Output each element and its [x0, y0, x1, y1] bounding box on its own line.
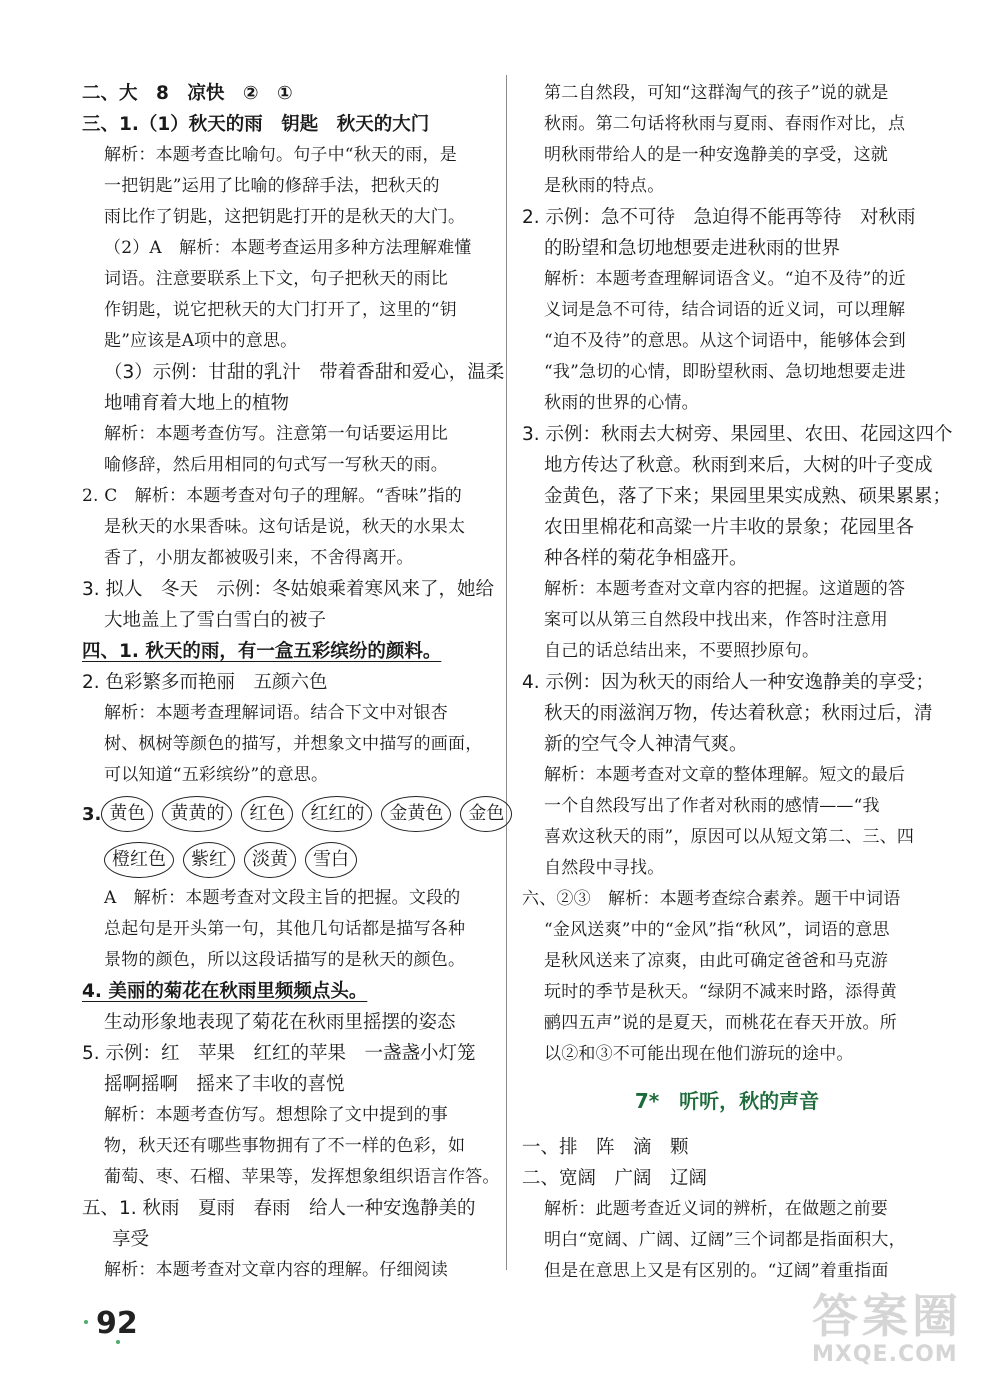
answer-line: 六、②③ 解析：本题考查综合素养。题干中词语	[522, 889, 901, 909]
circled-word: 红红的	[302, 796, 372, 832]
section-title: 7* 听听，秋的声音	[634, 1089, 820, 1113]
analysis-line: 解析：本题考查理解词语含义。“迫不及待”的近	[544, 269, 906, 289]
circled-words-row-1	[82, 791, 505, 837]
analysis-line: 解析：本题考查对文章的整体理解。短文的最后	[544, 765, 906, 785]
analysis-line: 可以知道“五彩缤纷”的意思。	[104, 765, 329, 785]
answer-line: 农田里棉花和高粱一片丰收的景象；花园里各	[544, 517, 915, 538]
analysis-line: 是秋天的水果香味。这句话是说，秋天的水果太	[104, 517, 466, 537]
analysis-line: 作钥匙，说它把秋天的大门打开了，这里的“钥	[104, 300, 457, 320]
analysis-line: 解析：此题考查近义词的辨析，在做题之前要	[544, 1199, 888, 1219]
analysis-line: 解析：本题考查理解词语。结合下文中对银杏	[104, 703, 448, 723]
circled-word: 橙红色	[104, 842, 174, 878]
circled-word: 淡黄	[244, 842, 296, 878]
analysis-line: 香了，小朋友都被吸引来，不舍得离开。	[104, 548, 414, 568]
circled-word: 雪白	[305, 842, 357, 878]
analysis-line: 解析：本题考查仿写。注意第一句话要运用比	[104, 424, 448, 444]
analysis-line: 鹂四五声”说的是夏天，而桃花在春天开放。所	[544, 1013, 897, 1033]
circled-word: 紫红	[183, 842, 235, 878]
analysis-line: 景物的颜色，所以这段话描写的是秋天的颜色。	[104, 950, 466, 970]
watermark-url: MXQE.COM	[812, 1342, 958, 1367]
analysis-line: 葡萄、枣、石榴、苹果等，发挥想象组织语言作答。	[104, 1167, 500, 1187]
answer-line: 金黄色，落了下来；果园里果实成熟、硕果累累；	[544, 486, 952, 507]
answer-line: 2. 色彩繁多而艳丽 五颜六色	[82, 672, 328, 693]
answer-line: 一、排 阵 滴 颗	[522, 1137, 689, 1158]
analysis-line: 树、枫树等颜色的描写，并想象文中描写的画面，	[104, 734, 483, 754]
analysis-line: 但是在意思上又是有区别的。“辽阔”着重指面	[544, 1261, 889, 1281]
answer-line: 秋天的雨滋润万物，传达着秋意；秋雨过后，清	[544, 703, 933, 724]
analysis-line: 解析：本题考查对文章内容的理解。仔细阅读	[104, 1260, 448, 1280]
analysis-line: 明白“宽阔、广阔、辽阔”三个词都是指面积大，	[544, 1230, 906, 1250]
answer-line: 3. 拟人 冬天 示例：冬姑娘乘着寒风来了，她给	[82, 579, 495, 600]
answer-line: 3. 示例：秋雨去大树旁、果园里、农田、花园这四个	[522, 424, 953, 445]
analysis-line: （2）A 解析：本题考查运用多种方法理解难懂	[104, 238, 472, 258]
watermark-text: 答案圈	[812, 1289, 962, 1343]
analysis-line: 秋雨。第二句话将秋雨与夏雨、春雨作对比，点	[544, 114, 906, 134]
answer-line: 4. 示例：因为秋天的雨给人一种安逸静美的享受；	[522, 672, 935, 693]
analysis-line: 匙”应该是A项中的意思。	[104, 331, 298, 351]
analysis-line: 第二自然段，可知“这群淘气的孩子”说的就是	[544, 83, 889, 103]
circled-word: 黄黄的	[162, 796, 232, 832]
right-column	[522, 78, 953, 1287]
answer-line: （3）示例：甘甜的乳汁 带着香甜和爱心，温柔	[104, 362, 505, 383]
answer-line: 生动形象地表现了菊花在秋雨里摇摆的姿态	[104, 1012, 456, 1033]
analysis-line: 解析：本题考查比喻句。句子中“秋天的雨，是	[104, 145, 457, 165]
analysis-line: 喻修辞，然后用相同的句式写一写秋天的雨。	[104, 455, 448, 475]
answer-line: 种各样的菊花争相盛开。	[544, 548, 748, 569]
watermark-logo	[812, 1290, 982, 1380]
analysis-line: 是秋雨的特点。	[544, 176, 665, 196]
answer-line: 二、宽阔 广阔 辽阔	[522, 1168, 708, 1189]
analysis-line: 总起句是开头第一句，其他几句话都是描写各种	[104, 919, 466, 939]
analysis-line: “金风送爽”中的“金风”指“秋风”，词语的意思	[544, 920, 890, 940]
analysis-line: “我”急切的心情，即盼望秋雨、急切地想要走进	[544, 362, 906, 382]
analysis-line: 自然段中寻找。	[544, 858, 665, 878]
analysis-line: 明秋雨带给人的是一种安逸静美的享受，这就	[544, 145, 888, 165]
answer-line: 2. C 解析：本题考查对句子的理解。“香味”指的	[82, 486, 463, 506]
analysis-line: 秋雨的世界的心情。	[544, 393, 699, 413]
left-column	[82, 78, 505, 1286]
analysis-line: 以②和③不可能出现在他们游玩的途中。	[544, 1044, 854, 1064]
answer-line: 5. 示例：红 苹果 红红的苹果 一盏盏小灯笼	[82, 1043, 476, 1064]
answer-line: 的盼望和急切地想要走进秋雨的世界	[544, 238, 841, 259]
analysis-line: 一把钥匙”运用了比喻的修辞手法，把秋天的	[104, 176, 440, 196]
circled-word: 红色	[241, 796, 293, 832]
underlined-answer: 4. 美丽的菊花在秋雨里频频点头。	[82, 981, 368, 1002]
circled-word: 金黄色	[381, 796, 451, 832]
analysis-line: A 解析：本题考查对文段主旨的把握。文段的	[104, 888, 461, 908]
analysis-line: 雨比作了钥匙，这把钥匙打开的是秋天的大门。	[104, 207, 466, 227]
analysis-line: 玩时的季节是秋天。“绿阴不减来时路，添得黄	[544, 982, 897, 1002]
circled-words-row-2	[82, 837, 490, 883]
answer-line: 新的空气令人神清气爽。	[544, 734, 748, 755]
analysis-line: 物，秋天还有哪些事物拥有了不一样的色彩，如	[104, 1136, 466, 1156]
answer-line: 享受	[112, 1229, 150, 1250]
answer-line: 2. 示例：急不可待 急迫得不能再等待 对秋雨	[522, 207, 916, 228]
analysis-line: 解析：本题考查对文章内容的把握。这道题的答	[544, 579, 906, 599]
analysis-line: 解析：本题考查仿写。想想除了文中提到的事	[104, 1105, 448, 1125]
answer-line: 地哺育着大地上的植物	[104, 393, 290, 414]
answer-line: 二、大 8 凉快 ② ①	[82, 83, 293, 104]
analysis-line: “迫不及待”的意思。从这个词语中，能够体会到	[544, 331, 906, 351]
answer-line: 地方传达了秋意。秋雨到来后，大树的叶子变成	[544, 455, 933, 476]
question-number: 3.	[82, 803, 102, 825]
underlined-answer: 四、1. 秋天的雨，有一盒五彩缤纷的颜料。	[82, 641, 442, 662]
column-divider	[506, 75, 507, 1270]
circled-word: 黄色	[101, 796, 153, 832]
answer-line: 大地盖上了雪白雪白的被子	[104, 610, 327, 631]
decorative-dot	[84, 1320, 88, 1324]
analysis-line: 案可以从第三自然段中找出来，作答时注意用	[544, 610, 888, 630]
page-number: 92	[96, 1306, 138, 1341]
answer-line: 摇啊摇啊 摇来了丰收的喜悦	[104, 1074, 345, 1095]
circled-word: 金色	[460, 796, 512, 832]
analysis-line: 义词是急不可待，结合词语的近义词，可以理解	[544, 300, 906, 320]
analysis-line: 喜欢这秋天的雨”，原因可以从短文第二、三、四	[544, 827, 915, 847]
analysis-line: 词语。注意要联系上下文，句子把秋天的雨比	[104, 269, 448, 289]
analysis-line: 一个自然段写出了作者对秋雨的感情——“我	[544, 796, 880, 816]
answer-line: 三、1.（1）秋天的雨 钥匙 秋天的大门	[82, 114, 430, 135]
answer-line: 五、1. 秋雨 夏雨 春雨 给人一种安逸静美的	[82, 1198, 476, 1219]
analysis-line: 自己的话总结出来，不要照抄原句。	[544, 641, 820, 661]
analysis-line: 是秋风送来了凉爽，由此可确定爸爸和马克游	[544, 951, 888, 971]
